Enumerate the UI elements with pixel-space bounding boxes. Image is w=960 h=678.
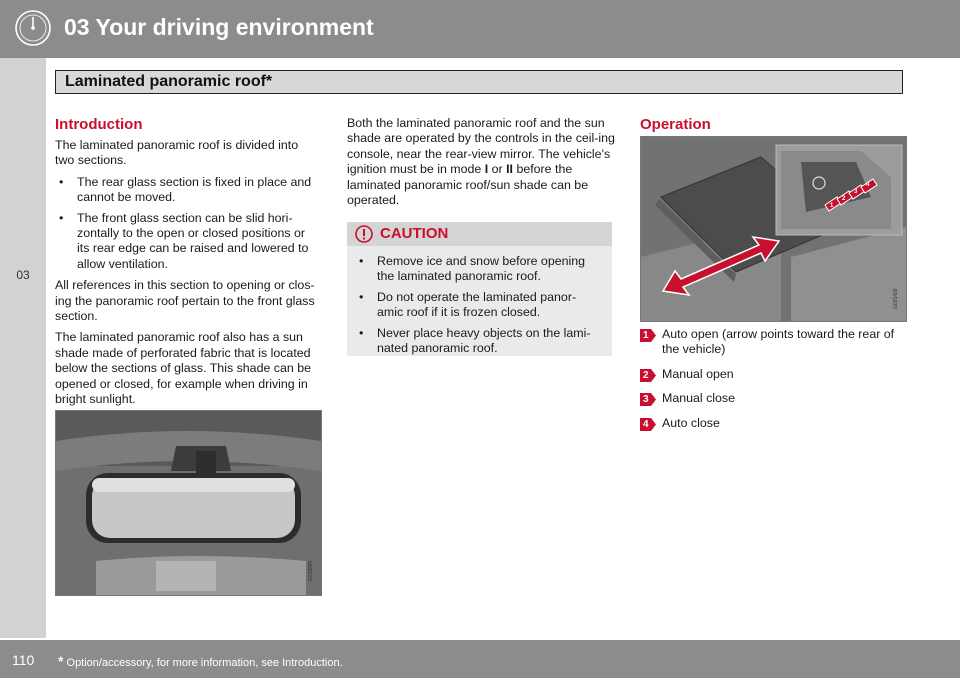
footnote: * Option/accessory, for more information, see Introduction. (58, 653, 343, 669)
caution-title: CAUTION (380, 225, 449, 242)
callout-badge: 2 (640, 369, 656, 382)
list-item: • The front glass section can be slid hori-zontally to the open or closed positions or its rear edge can be raised and lowered to allow ventilation. (59, 210, 309, 271)
list-item: 1 Auto open (arrow points toward the rear of the vehicle) (640, 327, 910, 358)
figure-code: G035884 (308, 560, 314, 581)
caution-bullet-list (347, 246, 612, 356)
roof-controls-illustration (641, 137, 906, 321)
caution-header (347, 222, 612, 246)
chapter-title: 03 Your driving environment (64, 14, 374, 40)
section-title: Laminated panoramic roof* (65, 73, 273, 90)
rearview-mirror-figure (55, 410, 322, 596)
front-section-paragraph: All references in this section to opening or clos-ing the panoramic roof pertain to the front glass section. (55, 278, 315, 324)
caution-box (347, 222, 612, 356)
callout-label: 1 (830, 203, 834, 209)
column-operation (640, 116, 910, 138)
list-item: • Do not operate the laminated panor-amic roof if it is frozen closed. (359, 289, 577, 320)
page-number: 110 (12, 652, 35, 668)
operation-legend (640, 327, 910, 440)
list-item: • The rear glass section is fixed in place and cannot be moved. (59, 174, 312, 205)
list-item: 3 Manual close (640, 391, 910, 406)
roof-controls-figure (640, 136, 907, 322)
rearview-mirror-illustration (56, 411, 321, 595)
gauge-icon (14, 9, 52, 47)
callout-label: 2 (842, 196, 846, 202)
list-item: • Remove ice and snow before opening the laminated panoramic roof. (359, 254, 586, 284)
column-controls (347, 116, 617, 214)
introduction-heading: Introduction (55, 116, 143, 133)
list-item: 2 Manual open (640, 367, 910, 382)
column-introduction (55, 116, 320, 414)
controls-paragraph: Both the laminated panoramic roof and the sun shade are operated by the controls in the ceil-ing console, near the rear-view mirror. The vehicle's ignition must be in mode I or II before the laminated panoramic roof/sun shade can be operated. (347, 116, 615, 208)
callout-label: 4 (866, 182, 870, 188)
callout-badge: 1 (640, 329, 656, 342)
page-header (0, 0, 960, 58)
chapter-sidebar (0, 58, 46, 638)
figure-code: G031428 (893, 288, 899, 309)
callout-label: 3 (854, 189, 858, 195)
intro-bullet-list (55, 175, 320, 272)
operation-heading: Operation (640, 116, 711, 133)
page-footer (0, 640, 960, 678)
callout-badge: 3 (640, 393, 656, 406)
section-title-bar (55, 70, 903, 94)
sun-shade-paragraph: The laminated panoramic roof also has a sun shade made of perforated fabric that is located below the sections of glass. This shade can be opened or closed, for example when driving in bright sunlight. (55, 330, 311, 407)
intro-paragraph: The laminated panoramic roof is divided into two sections. (55, 138, 299, 168)
callout-badge: 4 (640, 418, 656, 431)
chapter-tab: 03 (16, 268, 30, 282)
list-item: 4 Auto close (640, 416, 910, 431)
list-item: • Never place heavy objects on the lami-nated panoramic roof. (359, 325, 591, 356)
warning-icon (355, 225, 373, 243)
